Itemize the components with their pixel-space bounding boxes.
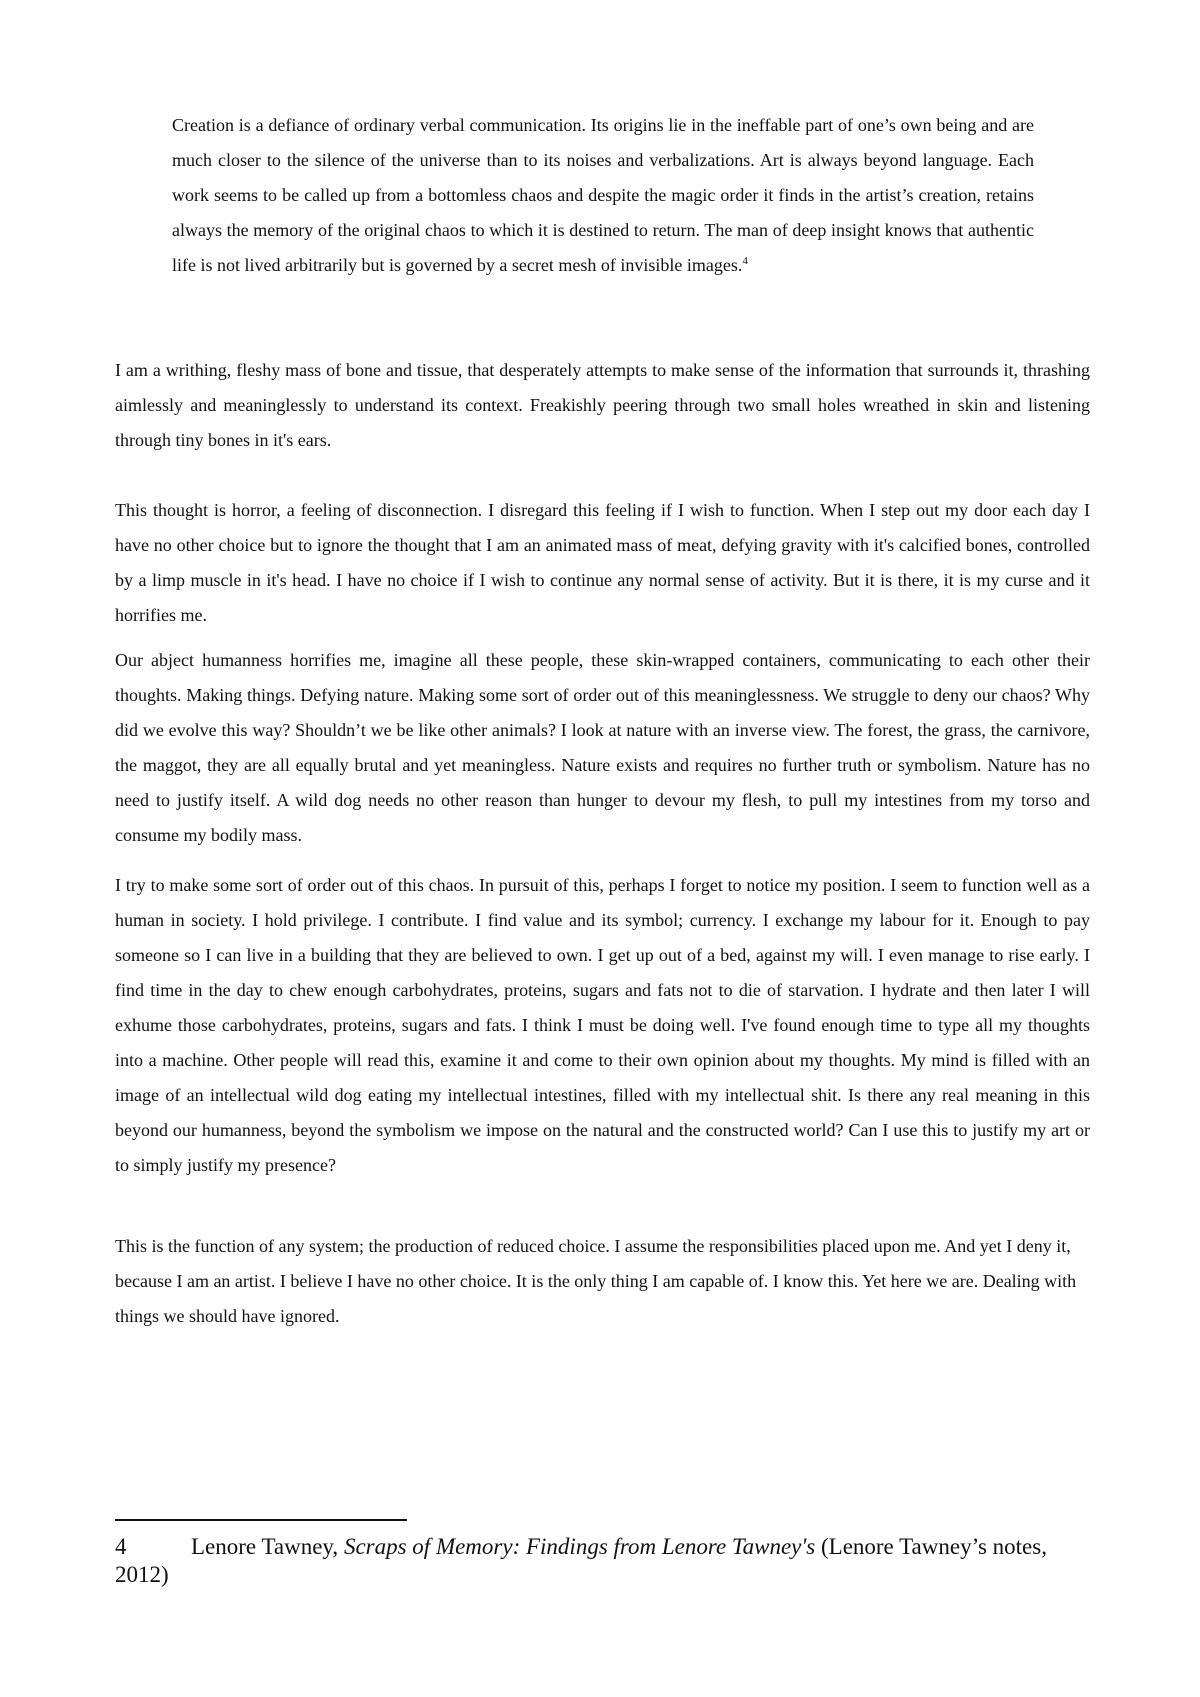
footnote-reference[interactable]: 4: [742, 255, 748, 267]
footnote: [115, 1533, 1090, 1589]
body-paragraph-1: I am a writhing, fleshy mass of bone and tissue, that desperately attempts to make sense of the information that surrounds it, thrashing aimlessly and meaninglessly to understand its context. Freakishly peering through two small holes wreathed in skin and listening through tiny bones in it's ears.: [115, 360, 1090, 450]
footnote-number: 4: [115, 1534, 127, 1559]
footnote-author: Lenore Tawney,: [191, 1534, 344, 1559]
body-paragraph-2: This thought is horror, a feeling of disconnection. I disregard this feeling if I wish to function. When I step out my door each day I have no other choice but to ignore the thought that I am an animated mass of meat, defying gravity with it's calcified bones, controlled by a limp muscle in it's head. I have no choice if I wish to continue any normal sense of activity. But it is there, it is my curse and it horrifies me.: [115, 500, 1090, 625]
footnote-separator: [115, 1519, 407, 1521]
footnote-details: (Lenore Tawney’s notes, 2012): [115, 1534, 1047, 1587]
block-quote-text: Creation is a defiance of ordinary verbal communication. Its origins lie in the ineffable part of one’s own being and are much closer to the silence of the universe than to its noises and verbalizations. Art is always beyond language. Each work seems to be called up from a bottomless chaos and despite the magic order it finds in the artist’s creation, retains always the memory of the original chaos to which it is destined to return. The man of deep insight knows that authentic life is not lived arbitrarily but is governed by a secret mesh of invisible images.: [172, 115, 1034, 275]
block-quote: [172, 108, 1034, 283]
body-paragraph-3: Our abject humanness horrifies me, imagine all these people, these skin-wrapped containers, communicating to each other their thoughts. Making things. Defying nature. Making some sort of order out of this meaninglessness. We struggle to deny our chaos? Why did we evolve this way? Shouldn’t we be like other animals? I look at nature with an inverse view. The forest, the grass, the carnivore, the maggot, they are all equally brutal and yet meaningless. Nature exists and requires no further truth or symbolism. Nature has no need to justify itself. A wild dog needs no other reason than hunger to devour my flesh, to pull my intestines from my torso and consume my bodily mass.: [115, 650, 1090, 845]
body-paragraph-4: I try to make some sort of order out of this chaos. In pursuit of this, perhaps I forget to notice my position. I seem to function well as a human in society. I hold privilege. I contribute. I find value and its symbol; currency. I exchange my labour for it. Enough to pay someone so I can live in a building that they are believed to own. I get up out of a bed, against my will. I even manage to rise early. I find time in the day to chew enough carbohydrates, proteins, sugars and fats not to die of starvation. I hydrate and then later I will exhume those carbohydrates, proteins, sugars and fats. I think I must be doing well. I've found enough time to type all my thoughts into a machine. Other people will read this, examine it and come to their own opinion about my thoughts. My mind is filled with an image of an intellectual wild dog eating my intellectual intestines, filled with my intellectual shit. Is there any real meaning in this beyond our humanness, beyond the symbolism we impose on the natural and the constructed world? Can I use this to justify my art or to simply justify my presence?: [115, 875, 1090, 1175]
body-paragraph-5: This is the function of any system; the production of reduced choice. I assume the responsibilities placed upon me. And yet I deny it, because I am an artist. I believe I have no other choice. It is the only thing I am capable of. I know this. Yet here we are. Dealing with things we should have ignored.: [115, 1236, 1077, 1326]
footnote-title: Scraps of Memory: Findings from Lenore Tawney's: [343, 1534, 816, 1559]
